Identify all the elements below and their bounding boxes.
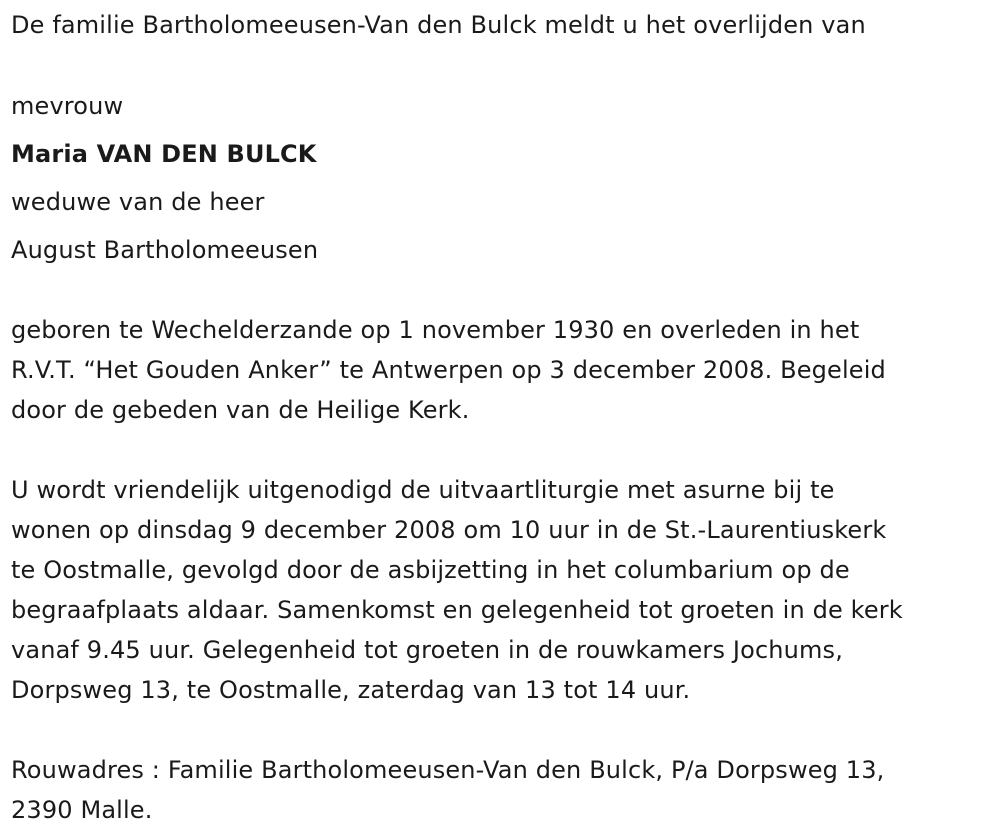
funeral-line: vanaf 9.45 uur. Gelegenheid tot groeten in de rouwkamers Jochums, xyxy=(11,636,843,664)
funeral-line: U wordt vriendelijk uitgenodigd de uitvaartliturgie met asurne bij te xyxy=(11,476,835,504)
intro-text: De familie Bartholomeeusen-Van den Bulck meldt u het overlijden van xyxy=(11,11,866,39)
funeral-line: Dorpsweg 13, te Oostmalle, zaterdag van 13 tot 14 uur. xyxy=(11,676,691,704)
relation-text: weduwe van de heer xyxy=(11,188,265,216)
funeral-line: wonen op dinsdag 9 december 2008 om 10 uur in de St.-Laurentiuskerk xyxy=(11,516,887,544)
funeral-line: begraafplaats aldaar. Samenkomst en gelegenheid tot groeten in de kerk xyxy=(11,596,903,624)
birth-death-line: R.V.T. “Het Gouden Anker” te Antwerpen op 3 december 2008. Begeleid xyxy=(11,356,886,384)
address-line: 2390 Malle. xyxy=(11,796,153,824)
honorific: mevrouw xyxy=(11,92,124,120)
deceased-name: Maria VAN DEN BULCK xyxy=(11,140,317,168)
birth-death-line: geboren te Wechelderzande op 1 november 1930 en overleden in het xyxy=(11,316,860,344)
birth-death-line: door de gebeden van de Heilige Kerk. xyxy=(11,396,470,424)
address-line: Rouwadres : Familie Bartholomeeusen-Van den Bulck, P/a Dorpsweg 13, xyxy=(11,756,885,784)
funeral-line: te Oostmalle, gevolgd door de asbijzetting in het columbarium op de xyxy=(11,556,850,584)
spouse-name: August Bartholomeeusen xyxy=(11,236,319,264)
